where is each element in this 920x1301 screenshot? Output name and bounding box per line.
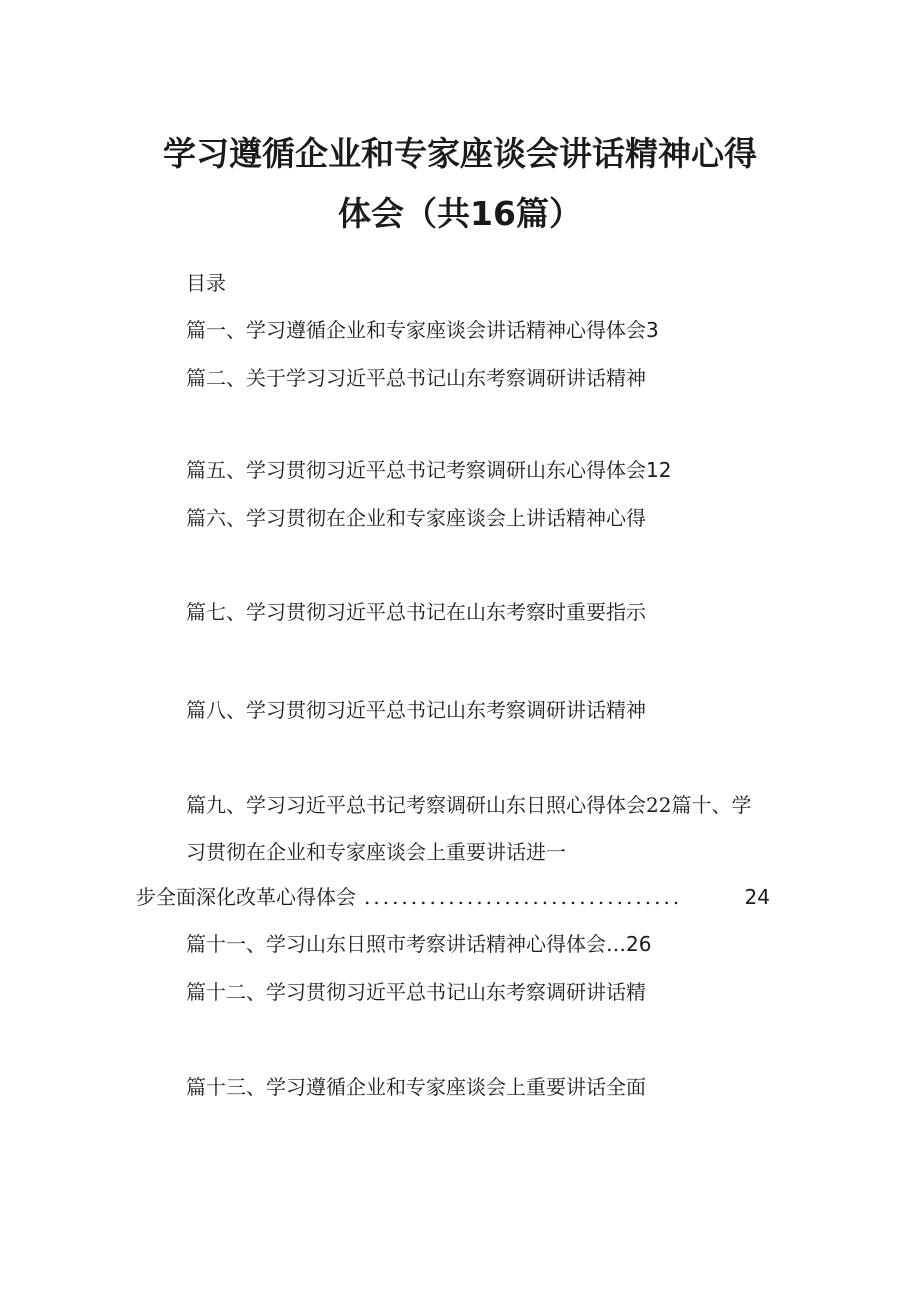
toc-entry (186, 506, 646, 530)
toc-entry-page: 12 (646, 458, 672, 482)
toc-entry-text: 篇十一、学习山东日照市考察讲话精神心得体会… (186, 932, 626, 956)
toc-entry-page: 26 (626, 932, 652, 956)
toc-entry-text: 篇六、学习贯彻在企业和专家座谈会上讲话精神心得 (186, 506, 646, 530)
toc-entry-text: 篇十三、学习遵循企业和专家座谈会上重要讲话全面 (186, 1075, 646, 1099)
toc-entry (186, 980, 646, 1004)
toc-entry (186, 458, 671, 482)
toc-entry-text: 篇二、关于学习习近平总书记山东考察调研讲话精神 (186, 366, 646, 390)
document-title-line-2: 体会（共16篇） (338, 194, 582, 233)
toc-entry-text: 篇五、学习贯彻习近平总书记考察调研山东心得体会 (186, 458, 646, 482)
toc-entry (186, 932, 651, 956)
toc-entry-page: 24 (744, 885, 770, 909)
toc-heading: 目录 (186, 271, 226, 295)
toc-entry (186, 318, 659, 342)
toc-entry-text: 篇九、学习习近平总书记考察调研山东日照心得体会22篇十、学 (186, 793, 752, 817)
toc-entry-text: 步全面深化改革心得体会 (136, 885, 356, 909)
toc-entry-text: 习贯彻在企业和专家座谈会上重要讲话进一 (186, 840, 566, 864)
toc-entry-text: 篇一、学习遵循企业和专家座谈会讲话精神心得体会 (186, 318, 646, 342)
toc-entry (186, 600, 646, 624)
toc-entry-text: 篇八、学习贯彻习近平总书记山东考察调研讲话精神 (186, 698, 646, 722)
toc-entry (186, 366, 646, 390)
toc-entry-text: 篇七、学习贯彻习近平总书记在山东考察时重要指示 (186, 600, 646, 624)
toc-entry-continuation (136, 885, 770, 909)
toc-entry-text: 篇十二、学习贯彻习近平总书记山东考察调研讲话精 (186, 980, 646, 1004)
toc-entry-continuation (186, 840, 566, 864)
toc-entry (186, 698, 646, 722)
toc-entry (186, 793, 751, 817)
toc-entry (186, 1075, 646, 1099)
document-title-line-1: 学习遵循企业和专家座谈会讲话精神心得 (163, 134, 757, 173)
toc-entry-page: 3 (646, 318, 659, 342)
toc-dot-leader: .................................. (364, 885, 683, 909)
